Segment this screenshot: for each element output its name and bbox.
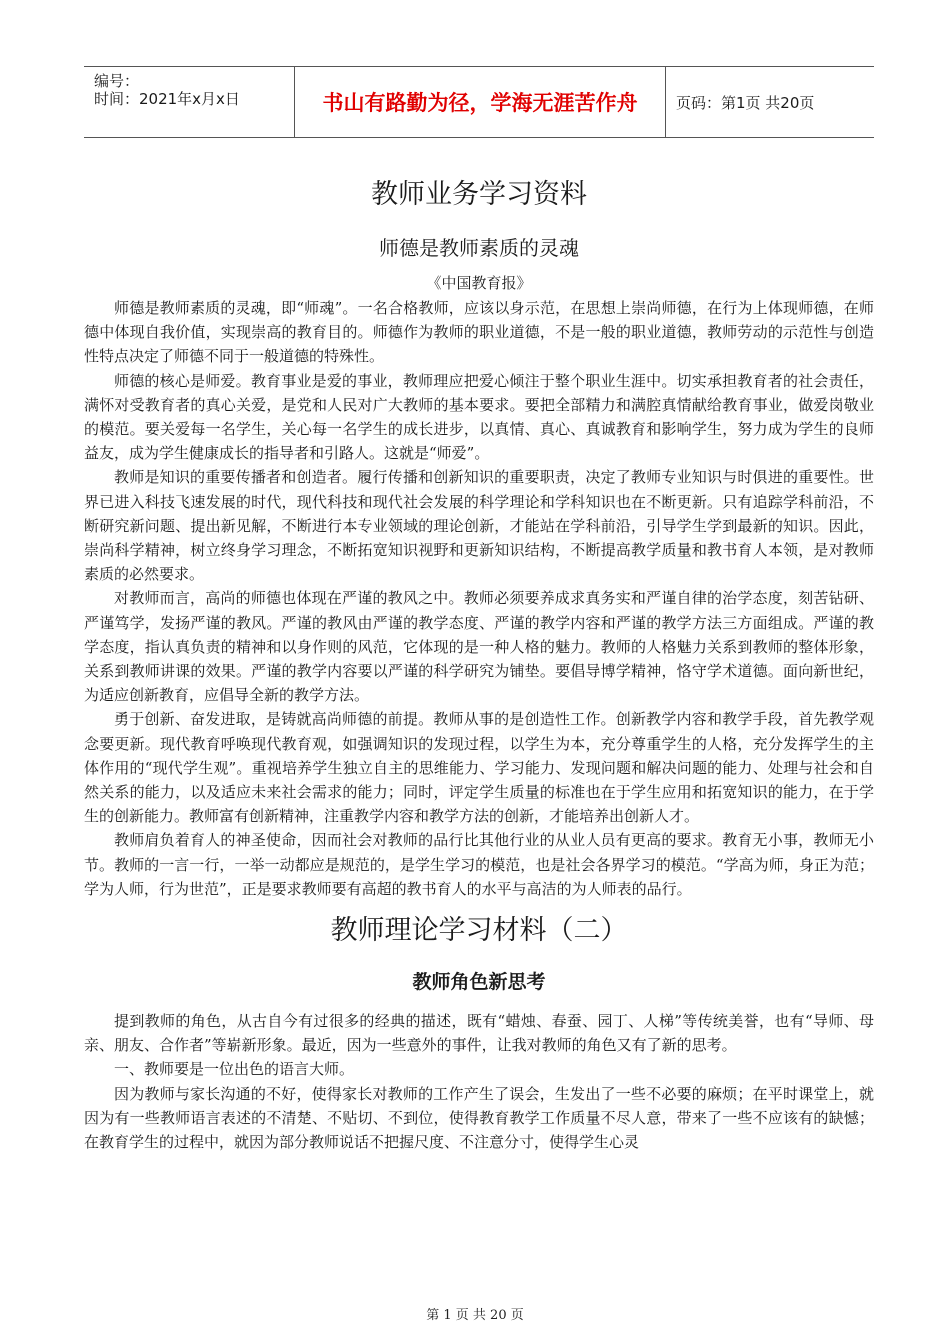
header-number-label: 编号： [94, 72, 140, 90]
paragraph: 教师是知识的重要传播者和创造者。履行传播和创新知识的重要职责，决定了教师专业知识与时俱进的重要性。世界已进入科技飞速发展的时代，现代科技和现代社会发展的科学理论和学科知识也在不断更新。只有追踪学科前沿，不断研究新问题、提出新见解，不断进行本专业领域的理论创新，才能站在学科前沿，引导学生学到最新的知识。因此，崇尚科学精神，树立终身学习理念，不断拓宽知识视野和更新知识结构，不断提高教学质量和教书育人本领，是对教师素质的必然要求。 [84, 468, 874, 584]
paragraph: 教师肩负着育人的神圣使命，因而社会对教师的品行比其他行业的从业人员有更高的要求。教育无小事，教师无小节。教师的一言一行，一举一动都应是规范的，是学生学习的模范，也是社会各界学习的模范。“学高为师，身正为范；学为人师，行为世范”，正是要求教师要有高超的教书育人的水平与高洁的为人师表的品行。 [84, 831, 874, 898]
paragraph: 师德的核心是师爱。教育事业是爱的事业，教师理应把爱心倾注于整个职业生涯中。切实承担教育者的社会责任，满怀对受教育者的真心关爱，是党和人民对广大教师的基本要求。要把全部精力和满腔真情献给教育事业，做爱岗敬业的模范。要关爱每一名学生，关心每一名学生的成长进步，以真情、真心、真诚教育和影响学生，努力成为学生的良师益友，成为学生健康成长的指导者和引路人。这就是“师爱”。 [84, 371, 874, 463]
header-page-info: 页码：第1页 共20页 [676, 93, 815, 112]
paragraph: 一、教师要是一位出色的语言大师。 [114, 1060, 355, 1079]
paragraph: 勇于创新、奋发进取，是铸就高尚师德的前提。教师从事的是创造性工作。创新教学内容和教学手段，首先教学观念要更新。现代教育呼唤现代教育观，如强调知识的发现过程，以学生为本，充分尊重学生的人格，充分发挥学生的主体作用的“现代学生观”。重视培养学生独立自主的思维能力、学习能力、发现问题和解决问题的能力、处理与社会和自然关系的能力，以及适应未来社会需求的能力；同时，评定学生质量的标准也在于学生应用和拓宽知识的能力，在于学生的创新能力。教师富有创新精神，注重教学内容和教学方法的创新，才能培养出创新人才。 [84, 710, 874, 826]
document-title: 教师业务学习资料 [371, 179, 587, 210]
paragraph: 对教师而言，高尚的师德也体现在严谨的教风之中。教师必须要养成求真务实和严谨自律的治学态度，刻苦钻研、严谨笃学，发扬严谨的教风。严谨的教风由严谨的教学态度、严谨的教学内容和严谨的教学方法三方面组成。严谨的教学态度，指认真负责的精神和以身作则的风范，它体现的是一种人格的魅力。教师的人格魅力关系到教师的整体形象，关系到教师讲课的效果。严谨的教学内容要以严谨的科学研究为铺垫。要倡导博学精神，恪守学术道德。面向新世纪，为适应创新教育，应倡导全新的教学方法。 [84, 589, 874, 705]
header-motto: 书山有路勤为径，学海无涯苦作舟 [295, 67, 666, 137]
paragraph: 提到教师的角色，从古自今有过很多的经典的描述，既有“蜡烛、春蚕、园丁、人梯”等传统美誉，也有“导师、母亲、朋友、合作者”等崭新形象。最近，因为一些意外的事件，让我对教师的角色又有了新的思考。 [84, 1012, 874, 1055]
paragraph: 师德是教师素质的灵魂，即“师魂”。一名合格教师，应该以身示范，在思想上崇尚师德，在行为上体现师德，在师德中体现自我价值，实现崇高的教育目的。师德作为教师的职业道德，不是一般的职业道德，教师劳动的示范性与创造性特点决定了师德不同于一般道德的特殊性。 [84, 299, 874, 366]
page-header [84, 66, 874, 138]
paragraph: 因为教师与家长沟通的不好，使得家长对教师的工作产生了误会，生发出了一些不必要的麻烦；在平时课堂上，就因为有一些教师语言表述的不清楚、不贴切、不到位，使得教育教学工作质量不尽人意，带来了一些不应该有的缺憾；在教育学生的过程中，就因为部分教师说话不把握尺度、不注意分寸，使得学生心灵 [84, 1084, 874, 1152]
document-source: 《中国教育报》 [426, 274, 532, 292]
section-title: 教师理论学习材料（二） [330, 915, 628, 947]
document-body [84, 172, 874, 1154]
page-footer: 第 1 页 共 20 页 [426, 1308, 524, 1323]
document-subtitle: 师德是教师素质的灵魂 [379, 236, 579, 260]
section-subtitle: 教师角色新思考 [412, 971, 546, 994]
header-time-label: 时间：2021年x月x日 [94, 90, 240, 108]
header-meta [84, 67, 295, 137]
